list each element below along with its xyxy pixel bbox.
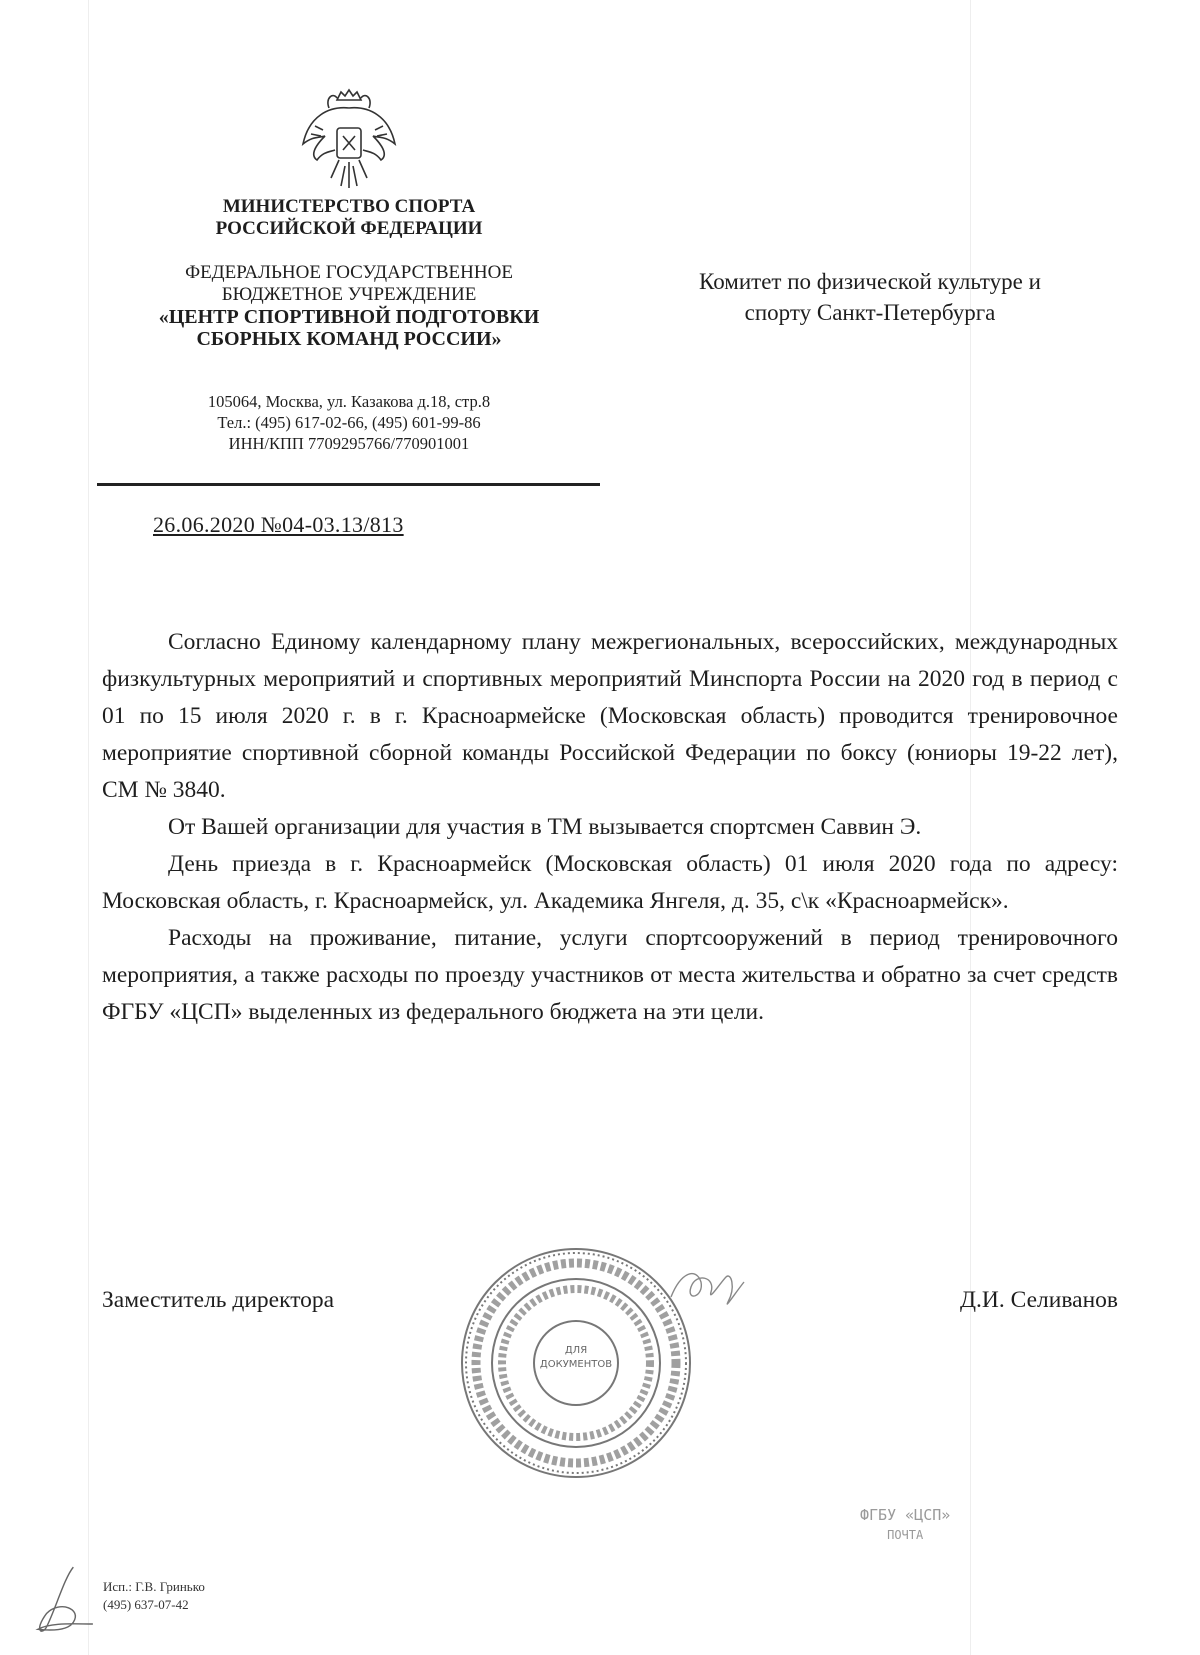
incoming-mail-stamp	[860, 1505, 950, 1545]
recipient-line: Комитет по физической культуре и	[699, 269, 1041, 294]
inn-line: ИНН/КПП 7709295766/770901001	[228, 434, 470, 453]
executor-phone: (495) 637-07-42	[103, 1597, 189, 1612]
registration-number: 26.06.2020 №04-03.13/813	[153, 512, 404, 537]
ministry-line: РОССИЙСКОЙ ФЕДЕРАЦИИ	[215, 218, 483, 239]
director-signature	[666, 1262, 746, 1312]
signatory-name: Д.И. Селиванов	[960, 1287, 1118, 1313]
recipient-block	[640, 266, 1100, 328]
mail-stamp-org: ФГБУ «ЦСП»	[860, 1506, 951, 1524]
mail-stamp-label: ПОЧТА	[887, 1528, 924, 1542]
executor-signature	[20, 1555, 100, 1645]
org-name-line: «ЦЕНТР СПОРТИВНОЙ ПОДГОТОВКИ	[158, 306, 540, 328]
ministry-line: МИНИСТЕРСТВО СПОРТА	[222, 196, 476, 217]
body-paragraph: Расходы на проживание, питание, услуги спортсооружений в период тренировочного мероприятия, а также расходы по проезду участников от места жительства и обратно за счет средств ФГБУ «ЦСП» выделенных из федерального бюджета на эти цели.	[102, 925, 1118, 1025]
header-divider	[97, 483, 600, 486]
address-line: 105064, Москва, ул. Казакова д.18, стр.8	[207, 392, 491, 411]
body-paragraph: День приезда в г. Красноармейск (Московская область) 01 июля 2020 года по адресу: Московская область, г. Красноармейск, ул. Академика Янгеля, д. 35, с\к «Красноармейск».	[102, 851, 1118, 914]
body-paragraph: От Вашей организации для участия в ТМ вызывается спортсмен Саввин Э.	[168, 814, 922, 840]
recipient-line: спорту Санкт-Петербурга	[744, 300, 996, 325]
org-line: ФЕДЕРАЛЬНОЕ ГОСУДАРСТВЕННОЕ	[185, 262, 513, 283]
seal-center-text: ДЛЯ ДОКУМЕНТОВ	[539, 1345, 613, 1370]
address-block	[149, 391, 549, 454]
organization-block	[109, 262, 589, 350]
executor-name: Исп.: Г.В. Гринько	[103, 1579, 205, 1594]
org-line: БЮДЖЕТНОЕ УЧРЕЖДЕНИЕ	[221, 284, 477, 305]
coat-of-arms-emblem-icon	[299, 86, 399, 190]
body-paragraph: Согласно Единому календарному плану межрегиональных, всероссийских, международных физкультурных мероприятий и спортивных мероприятий Минспорта России на 2020 год в период с 01 по 15 июля 2020 г. в г. Красноармейске (Московская область) проводится тренировочное мероприятие спортивной сборной команды Российской Федерации по боксу (юниоры 19-22 лет), СМ № 3840.	[102, 629, 1118, 803]
signatory-title: Заместитель директора	[102, 1287, 335, 1313]
scan-fold-line	[88, 0, 89, 1655]
ministry-name	[149, 196, 549, 240]
letter-body	[102, 624, 1118, 1031]
org-name-line: СБОРНЫХ КОМАНД РОССИИ»	[196, 328, 502, 350]
executor-info	[103, 1578, 205, 1614]
phone-line: Тел.: (495) 617-02-66, (495) 601-99-86	[217, 413, 481, 432]
